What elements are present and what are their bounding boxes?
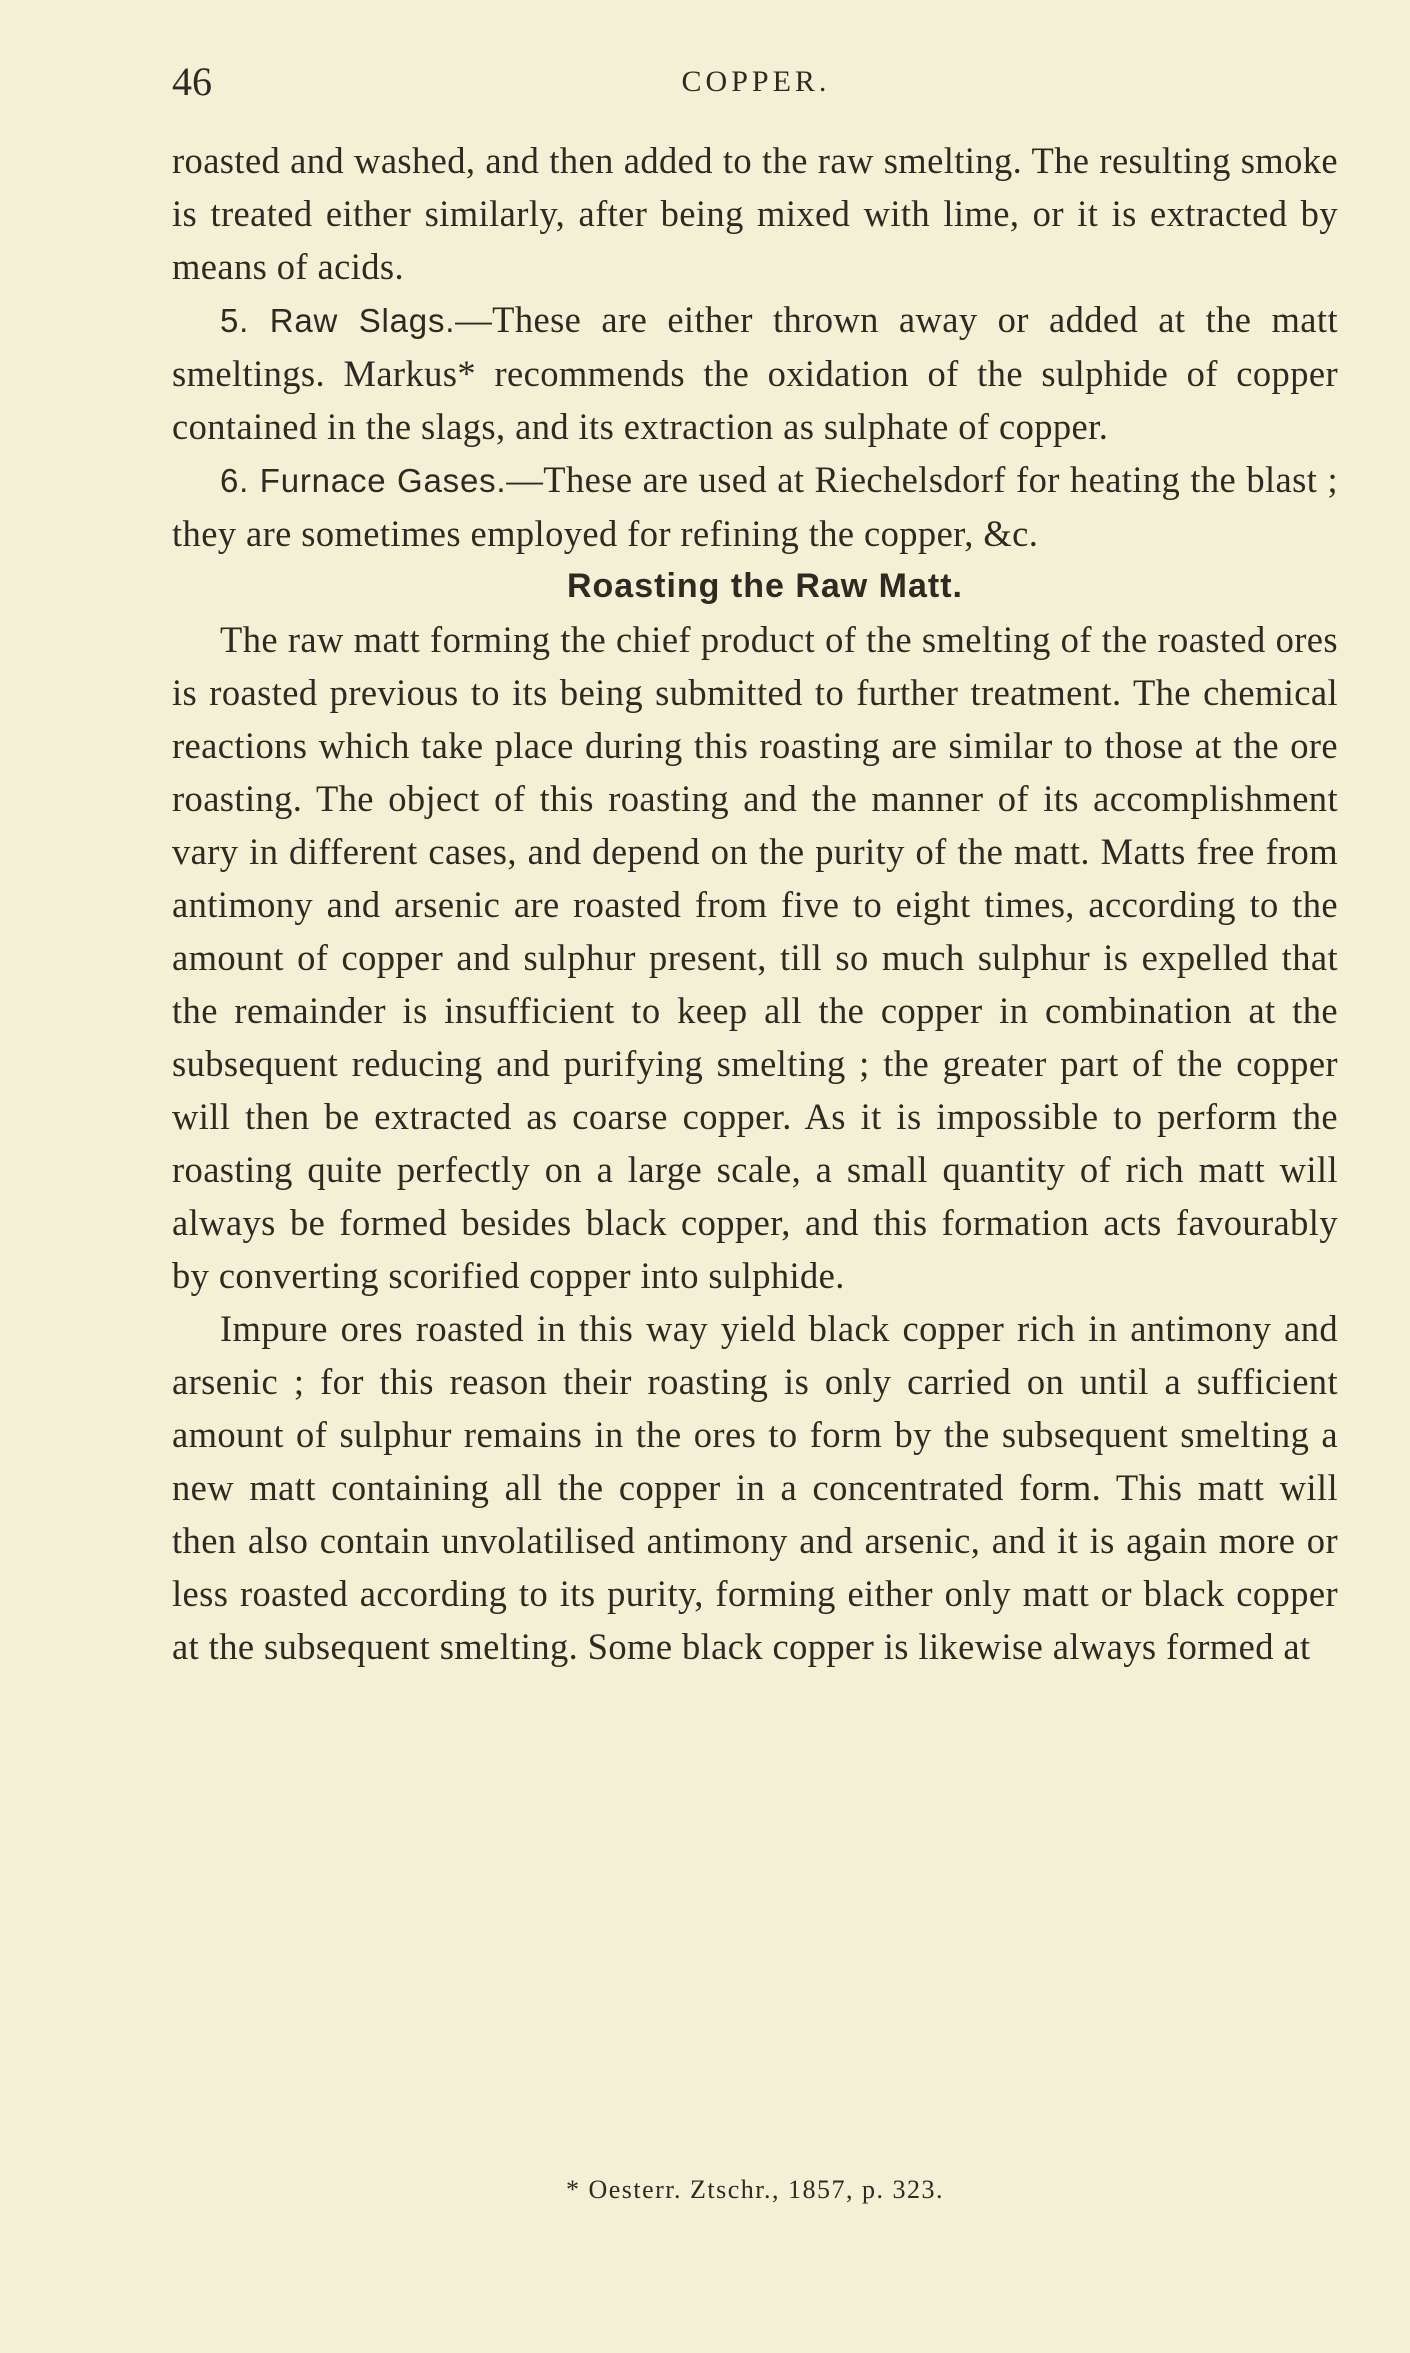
page-number: 46 — [172, 59, 212, 104]
footnote: * Oesterr. Ztschr., 1857, p. 323. — [565, 2175, 945, 2204]
paragraph-continuation: roasted and washed, and then added to the raw smelting. The resulting smoke is treated either similarly, after being mixed with lime, or it is extracted by means of acids. — [172, 140, 1338, 287]
item-text-raw-slags: —These are either thrown away or added at the matt smeltings. Markus* recommends the oxidation of the sulphide of copper contained in the slags, and its extraction as sulphate of copper. — [172, 299, 1338, 447]
page-header — [172, 52, 1340, 112]
body-text — [172, 134, 1338, 1673]
item-label-furnace-gases: 6. Furnace Gases. — [220, 462, 507, 499]
paragraph-roasting-1: The raw matt forming the chief product of the smelting of the roasted ores is roasted previous to its being submitted to further treatment. The chemical reactions which take place during this roasting are similar to those at the ore roasting. The object of this roasting and the manner of its accomplishment vary in different cases, and depend on the purity of the matt. Matts free from antimony and arsenic are roasted from five to eight times, according to the amount of copper and sulphur present, till so much sulphur is expelled that the remainder is insufficient to keep all the copper in combination at the subsequent reducing and purifying smelting ; the greater part of the copper will then be extracted as coarse copper. As it is impossible to perform the roasting quite perfectly on a large scale, a small quantity of rich matt will always be formed besides black copper, and this formation acts favourably by converting scorified copper into sulphide. — [172, 619, 1338, 1296]
item-label-raw-slags: 5. Raw Slags. — [220, 302, 456, 339]
paragraph-furnace-gases — [172, 453, 1338, 560]
paragraph-roasting-2: Impure ores roasted in this way yield black copper rich in antimony and arsenic ; for this reason their roasting is only carried on until a sufficient amount of sulphur remains in the ores to form by the subsequent smelting a new matt containing all the copper in a concentrated form. This matt will then also contain unvolatilised antimony and arsenic, and it is again more or less roasted according to its purity, forming either only matt or black copper at the subsequent smelting. Some black copper is likewise always formed at — [172, 1308, 1338, 1667]
running-head: COPPER. — [681, 65, 831, 98]
section-heading: Roasting the Raw Matt. — [566, 567, 964, 605]
paragraph-raw-slags — [172, 293, 1338, 453]
item-text-furnace-gases: —These are used at Riechelsdorf for heating the blast ; they are sometimes employed for refining the copper, &c. — [172, 459, 1338, 554]
